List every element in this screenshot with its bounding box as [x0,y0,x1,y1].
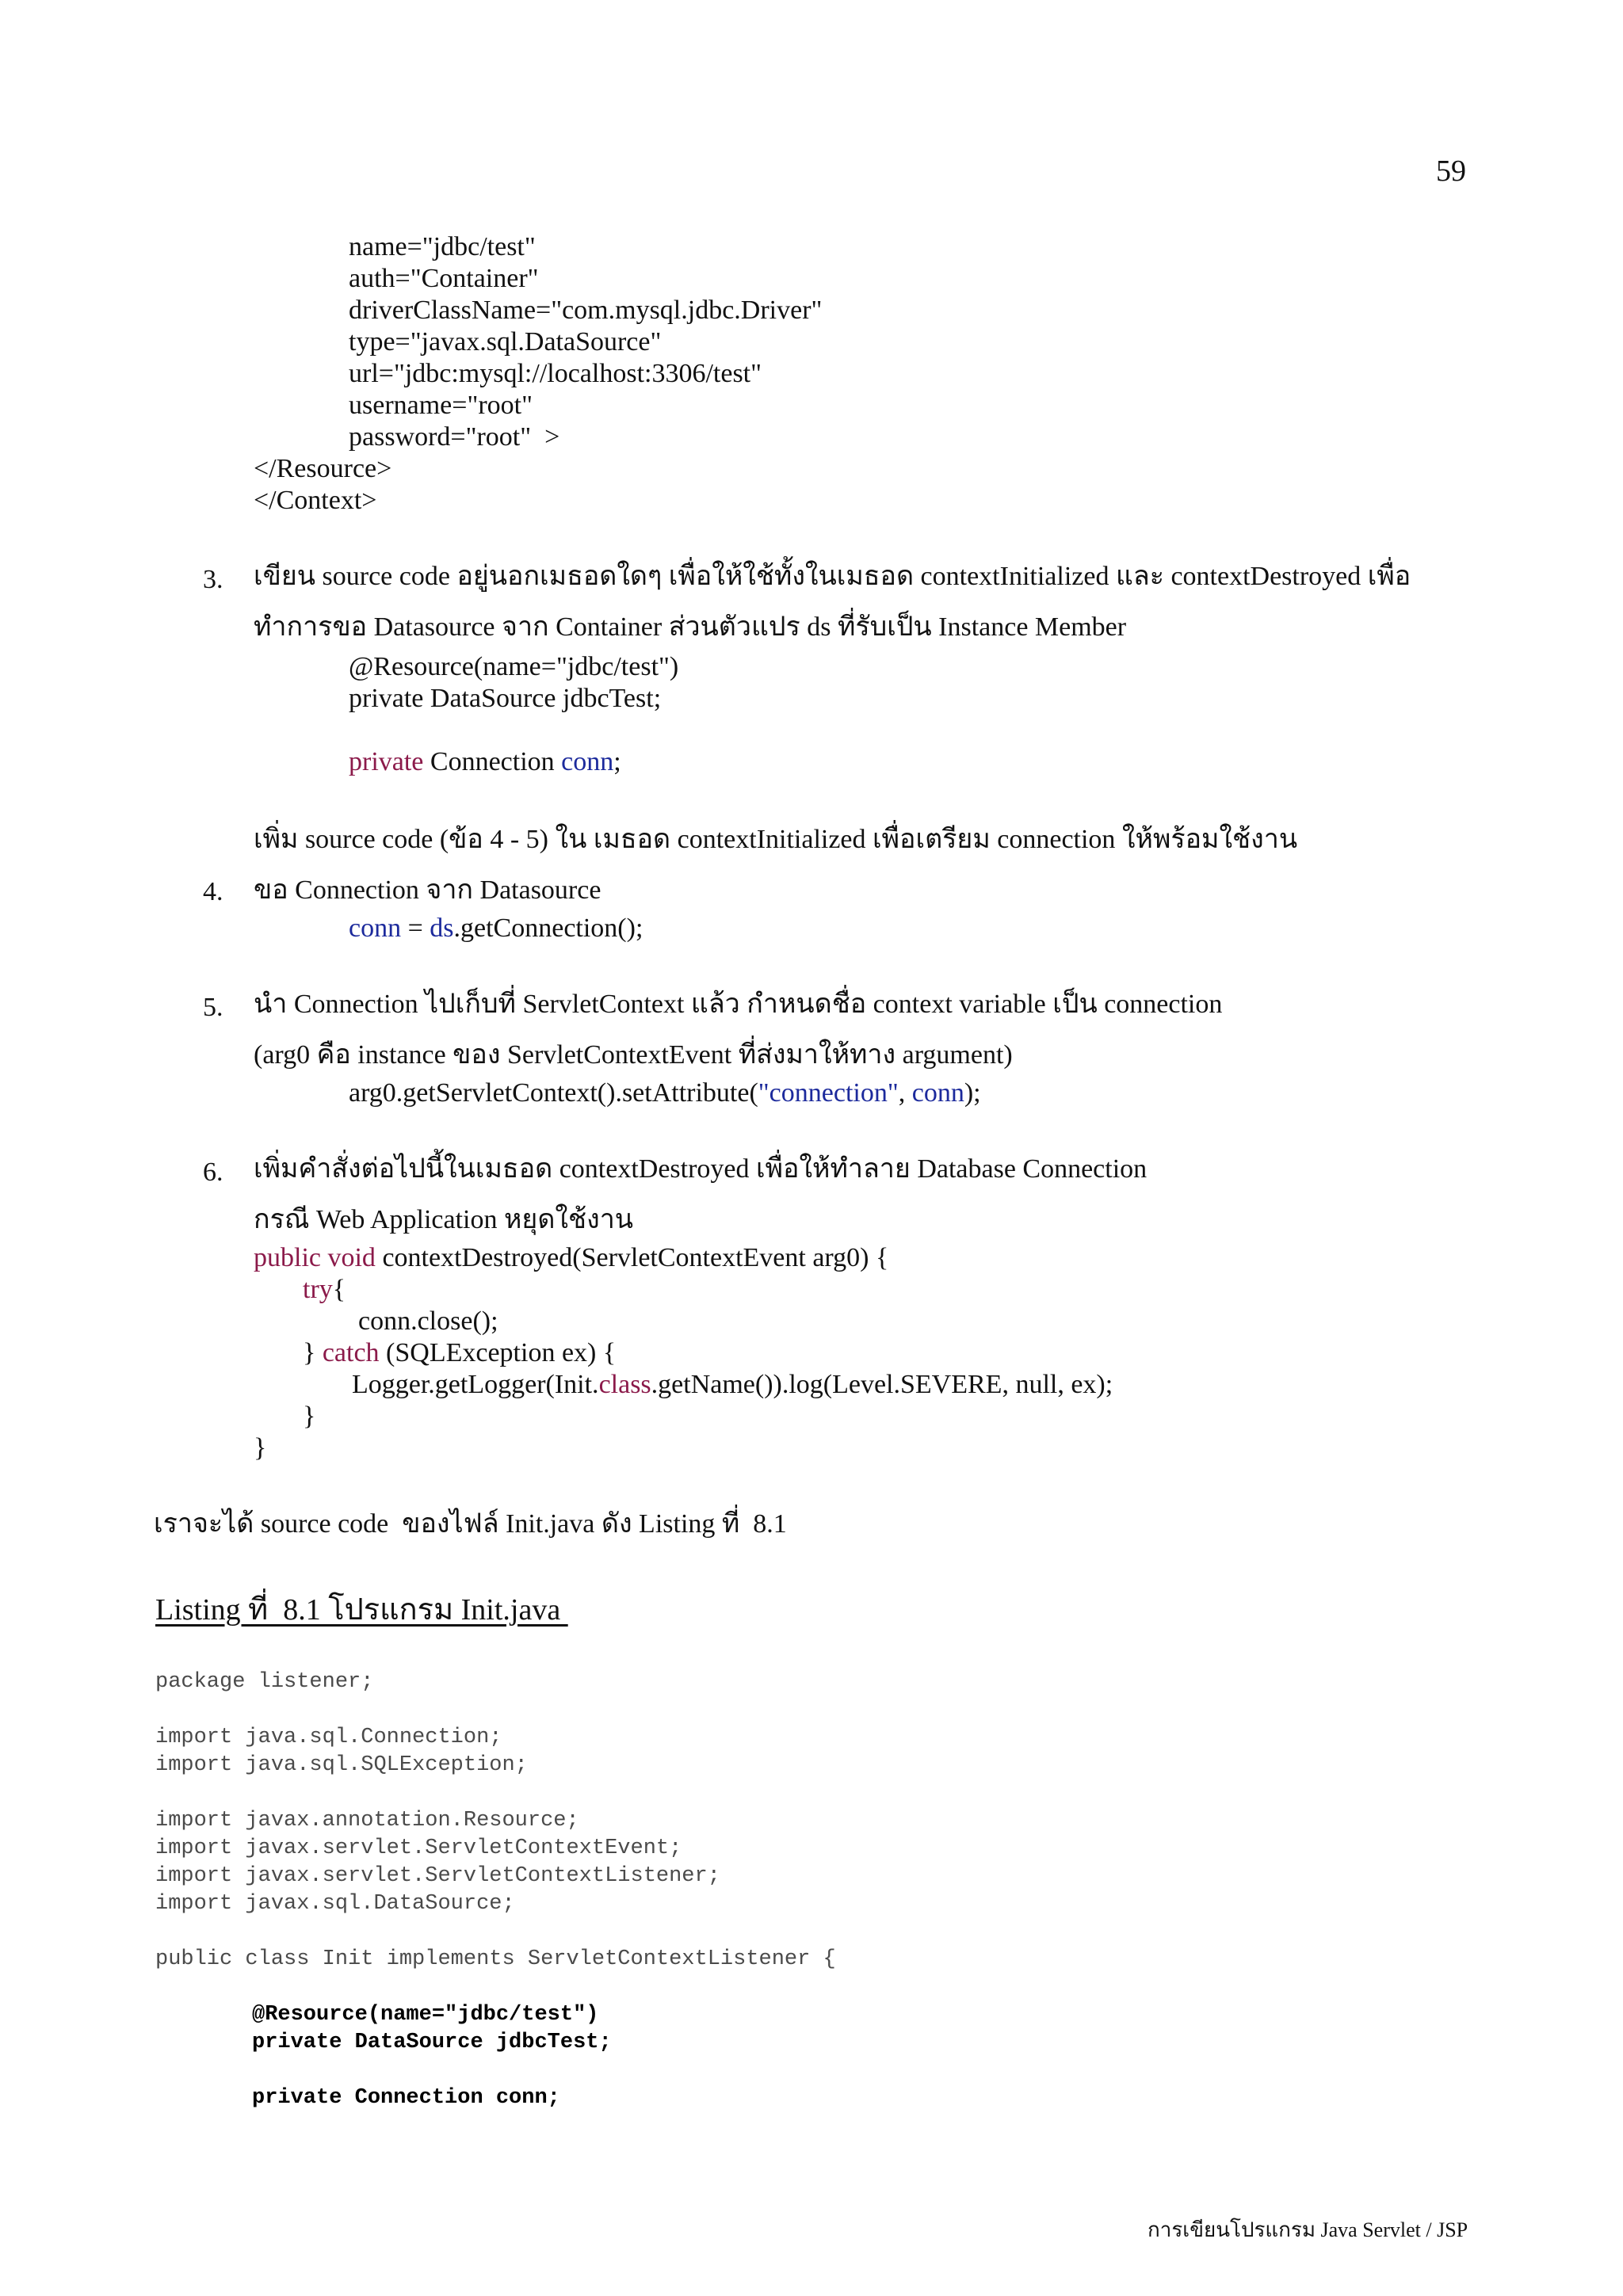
step-6-code-line6: } [303,1402,316,1431]
xml-line: url="jdbc:mysql://localhost:3306/test" [349,359,762,388]
assign-op: = [401,913,430,943]
step-6-code-line1 [254,1242,888,1274]
keyword-catch: catch [322,1338,380,1367]
listing-line: @Resource(name="jdbc/test") [252,2003,599,2027]
xml-close-line: </Resource> [254,454,392,483]
method-call: .getConnection(); [453,913,643,943]
step-3-code-conn [349,746,621,778]
add-note: เพิ่ม source code (ข้อ 4 - 5) ใน เมธอด contextInitialized เพื่อเตรียม connection ให้พร้อมใช้งาน [254,825,1298,854]
step-5-text-line1: นำ Connection ไปเก็บที่ ServletContext แล้ว กำหนดชื่อ context variable เป็น connection [254,990,1223,1019]
step-5-code [349,1077,981,1109]
listing-line: private DataSource jdbcTest; [252,2031,612,2054]
step-6-number: 6. [203,1158,223,1187]
listing-line: import java.sql.Connection; [155,1726,502,1749]
logger-call-rest: .getName()).log(Level.SEVERE, null, ex); [651,1370,1113,1399]
semicolon: ; [613,747,621,776]
xml-line: name="jdbc/test" [349,232,536,261]
closing: ); [964,1078,981,1108]
step-3-code-field: private DataSource jdbcTest; [349,684,662,713]
listing-line: import javax.servlet.ServletContextListener; [155,1864,720,1888]
logger-call: Logger.getLogger(Init. [352,1370,599,1399]
step-5-number: 5. [203,993,223,1022]
xml-line: auth="Container" [349,264,539,293]
xml-line: type="javax.sql.DataSource" [349,327,662,357]
keyword-class: class [598,1370,651,1399]
identifier-ds: ds [430,913,454,943]
identifier-conn: conn [349,913,402,943]
listing-line: private Connection conn; [252,2086,560,2110]
string-literal: "connection" [758,1078,899,1108]
xml-line: driverClassName="com.mysql.jdbc.Driver" [349,296,823,325]
step-6-text-line2: กรณี Web Application หยุดใช้งาน [254,1205,634,1234]
listing-line: import javax.sql.DataSource; [155,1892,515,1916]
step-6-code-line7: } [254,1433,267,1463]
step-3-text-line2: ทำการขอ Datasource จาก Container ส่วนตัวแปร ds ที่รับเป็น Instance Member [254,612,1127,642]
keyword-private: private [349,747,424,776]
separator: , [898,1078,912,1108]
xml-line: password="root" > [349,422,560,452]
step-3-code-annotation: @Resource(name="jdbc/test") [349,652,679,681]
method-signature: contextDestroyed(ServletContextEvent arg0) { [375,1243,889,1272]
summary-text: เราจะได้ source code ของไฟล์ Init.java ดัง Listing ที่ 8.1 [154,1509,787,1539]
keyword-try: try [303,1275,333,1304]
step-6-code-line5 [352,1369,1113,1401]
type-name: Connection [423,747,562,776]
brace: } [303,1338,323,1367]
step-5-text-line2: (arg0 คือ instance ของ ServletContextEvent ที่ส่งมาให้ทาง argument) [254,1040,1013,1070]
step-6-code-line4 [303,1337,616,1369]
listing-line: public class Init implements ServletContextListener { [155,1947,836,1971]
method-chain: arg0.getServletContext().setAttribute( [349,1078,758,1108]
xml-close-line: </Context> [254,486,377,515]
step-4-code [349,913,643,944]
keyword-public-void: public void [254,1243,376,1272]
listing-line: package listener; [155,1670,374,1694]
page-footer: การเขียนโปรแกรม Java Servlet / JSP [1148,2218,1468,2241]
catch-clause: (SQLException ex) { [379,1338,617,1367]
step-6-code-line3: conn.close(); [358,1306,498,1336]
listing-line: import java.sql.SQLException; [155,1753,528,1777]
page-number: 59 [1436,154,1466,188]
listing-line: import javax.annotation.Resource; [155,1809,579,1833]
step-6-code-line2 [303,1274,346,1306]
step-3-text-line1: เขียน source code อยู่นอกเมธอดใดๆ เพื่อให้ใช้ทั้งในเมธอด contextInitialized และ contextDestroyed เพื่อ [254,562,1411,591]
step-4-number: 4. [203,877,223,906]
xml-line: username="root" [349,391,533,420]
listing-line: import javax.servlet.ServletContextEvent; [155,1836,682,1860]
identifier-conn: conn [911,1078,964,1108]
brace: { [332,1275,346,1304]
identifier-conn: conn [561,747,614,776]
step-6-text-line1: เพิ่มคำสั่งต่อไปนี้ในเมธอด contextDestroyed เพื่อให้ทำลาย Database Connection [254,1154,1148,1184]
step-3-number: 3. [203,565,223,594]
step-4-text: ขอ Connection จาก Datasource [254,875,601,905]
listing-title: Listing ที่ 8.1 โปรแกรม Init.java [155,1593,568,1627]
